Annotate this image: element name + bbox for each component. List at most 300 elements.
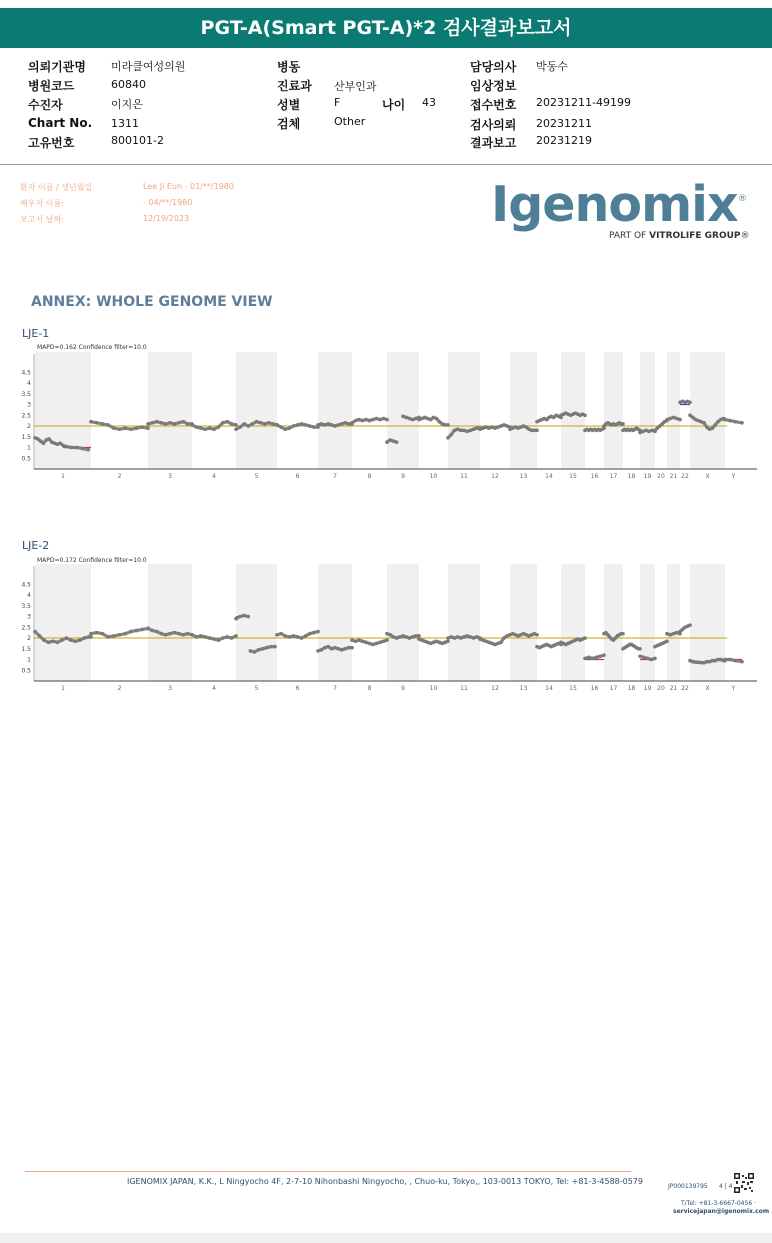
y-tick-label: 3.5 xyxy=(21,390,31,398)
y-tick-label: 0.5 xyxy=(21,455,31,463)
x-tick-label: 14 xyxy=(545,473,553,480)
chromosome-band xyxy=(510,564,537,681)
data-point xyxy=(190,633,194,637)
y-tick-label: 1.5 xyxy=(21,645,31,653)
partner-name-label: 배우자 이름: xyxy=(20,199,64,208)
data-point xyxy=(350,638,354,642)
header-divider xyxy=(0,164,772,165)
x-tick-label: 5 xyxy=(254,685,259,692)
data-point xyxy=(238,425,242,429)
data-point xyxy=(602,653,606,657)
data-point xyxy=(151,421,155,425)
data-point xyxy=(711,426,715,430)
field-value-chart-no: 1311 xyxy=(111,117,139,130)
field-label-chart-no: Chart No. xyxy=(28,116,93,130)
data-point xyxy=(665,418,669,422)
x-tick-label: X xyxy=(705,473,710,480)
data-point xyxy=(199,634,203,638)
data-point xyxy=(112,426,116,430)
data-point xyxy=(472,427,476,431)
data-point xyxy=(375,417,379,421)
data-point xyxy=(653,657,657,661)
x-tick-label: 7 xyxy=(333,685,337,692)
x-tick-label: 11 xyxy=(460,685,468,692)
data-point xyxy=(456,635,460,639)
data-point xyxy=(70,446,74,450)
x-tick-label: 21 xyxy=(669,685,678,692)
y-tick-label: 1 xyxy=(27,444,31,452)
data-point xyxy=(283,634,287,638)
qr-code-icon xyxy=(734,1173,754,1193)
data-point xyxy=(247,615,251,619)
data-point xyxy=(672,632,676,636)
data-point xyxy=(242,422,246,426)
data-point xyxy=(672,416,676,420)
data-point xyxy=(337,423,341,427)
data-point xyxy=(212,427,216,431)
data-point xyxy=(465,430,469,434)
data-point xyxy=(535,429,539,433)
x-tick-label: 10 xyxy=(429,473,438,480)
y-tick-label: 0.5 xyxy=(21,667,31,675)
data-point xyxy=(395,636,399,640)
data-point xyxy=(469,429,473,433)
data-point xyxy=(583,636,587,640)
data-point xyxy=(462,429,466,433)
data-point xyxy=(217,638,221,642)
data-point xyxy=(740,660,744,664)
data-point xyxy=(320,648,324,652)
data-point xyxy=(378,641,382,645)
x-tick-label: 22 xyxy=(681,473,689,480)
data-point xyxy=(300,636,304,640)
logo-tagline-suffix: ® xyxy=(740,231,750,241)
logo-wordmark: Igenomix xyxy=(491,176,738,233)
data-point xyxy=(263,422,267,426)
patient-name-value: Lee Ji Eun - 01/**/1980 xyxy=(143,182,234,191)
data-point xyxy=(279,425,283,429)
data-point xyxy=(186,422,190,426)
x-tick-label: 11 xyxy=(460,473,468,480)
data-point xyxy=(273,645,277,649)
data-point xyxy=(678,418,682,422)
chromosome-band xyxy=(236,564,277,681)
x-tick-label: 12 xyxy=(491,473,499,480)
data-point xyxy=(591,657,595,661)
x-tick-label: 16 xyxy=(590,473,599,480)
field-value-request-date: 20231211 xyxy=(536,117,592,130)
data-point xyxy=(304,423,308,427)
data-point xyxy=(502,636,506,640)
data-point xyxy=(47,641,51,645)
field-label-request-date: 검사의뢰 xyxy=(470,118,517,132)
data-point xyxy=(69,638,73,642)
data-point xyxy=(385,632,389,636)
data-point xyxy=(82,636,86,640)
data-point xyxy=(723,658,727,662)
data-point xyxy=(408,636,412,640)
footer-reference: JP000139795 xyxy=(668,1183,708,1190)
field-value-physician: 박동수 xyxy=(536,60,568,73)
data-point xyxy=(101,632,105,636)
chromosome-band xyxy=(640,564,655,681)
data-point xyxy=(164,633,168,637)
data-point xyxy=(395,440,399,444)
data-point xyxy=(267,421,271,425)
partner-name-value: - 04/**/1980 xyxy=(143,198,193,207)
x-tick-label: 3 xyxy=(168,473,172,480)
data-point xyxy=(357,418,361,422)
field-value-institution: 미라클여성의원 xyxy=(111,60,186,73)
data-point xyxy=(225,635,229,639)
data-point xyxy=(181,420,185,424)
data-point xyxy=(340,648,344,652)
data-point xyxy=(446,423,450,427)
data-point xyxy=(271,422,275,426)
data-point xyxy=(598,654,602,658)
data-point xyxy=(242,614,246,618)
data-point xyxy=(312,631,316,635)
mapd-text-lje-2: MAPD=0.172 Confidence filter=10.0 xyxy=(37,557,147,564)
chromosome-band xyxy=(667,352,680,469)
x-tick-label: 13 xyxy=(519,473,528,480)
data-point xyxy=(354,639,358,643)
data-point xyxy=(42,441,46,445)
footer-divider xyxy=(25,1171,631,1172)
x-tick-label: 6 xyxy=(295,685,300,692)
y-tick-label: 2.5 xyxy=(21,412,31,420)
data-point xyxy=(388,438,392,442)
data-point xyxy=(323,646,327,650)
data-point xyxy=(78,638,82,642)
x-tick-label: 15 xyxy=(569,685,577,692)
data-point xyxy=(155,630,159,634)
field-value-hospital-code: 60840 xyxy=(111,78,146,91)
footer-page-number: 4 | 4 xyxy=(719,1183,733,1190)
data-point xyxy=(446,639,450,643)
x-tick-label: 8 xyxy=(367,685,372,692)
data-point xyxy=(129,427,133,431)
report-date-label: 보고서 날짜: xyxy=(20,215,64,224)
chromosome-band xyxy=(318,564,352,681)
data-point xyxy=(733,659,737,663)
data-point xyxy=(347,646,351,650)
data-point xyxy=(354,419,358,423)
x-tick-label: 12 xyxy=(491,685,499,692)
data-point xyxy=(456,427,460,431)
data-point xyxy=(129,630,133,634)
data-point xyxy=(33,630,37,634)
chromosome-band xyxy=(318,352,352,469)
data-point xyxy=(340,422,344,426)
x-tick-label: 19 xyxy=(643,473,652,480)
data-point xyxy=(668,633,672,637)
data-point xyxy=(234,634,238,638)
data-point xyxy=(203,427,207,431)
data-point xyxy=(123,632,127,636)
data-point xyxy=(398,635,402,639)
x-tick-label: 18 xyxy=(627,685,636,692)
data-point xyxy=(323,423,327,427)
data-point xyxy=(146,426,150,430)
data-point xyxy=(621,422,625,426)
data-point xyxy=(251,422,255,426)
data-point xyxy=(453,429,457,433)
data-point xyxy=(159,421,163,425)
x-tick-label: 16 xyxy=(590,685,599,692)
report-date-value: 12/19/2023 xyxy=(143,214,190,223)
x-tick-label: 5 xyxy=(254,473,259,480)
data-point xyxy=(417,634,421,638)
chromosome-band xyxy=(35,564,91,681)
data-point xyxy=(95,421,99,425)
data-point xyxy=(141,425,145,429)
field-label-patient: 수진자 xyxy=(28,98,63,112)
data-point xyxy=(385,638,389,642)
data-point xyxy=(469,635,473,639)
data-point xyxy=(288,635,292,639)
data-point xyxy=(261,647,265,651)
data-point xyxy=(665,632,669,636)
chromosome-band xyxy=(35,352,91,469)
data-point xyxy=(364,418,368,422)
data-point xyxy=(385,418,389,422)
x-tick-label: 8 xyxy=(367,473,372,480)
field-value-specimen: Other xyxy=(334,115,366,128)
data-point xyxy=(51,639,55,643)
data-point xyxy=(65,636,69,640)
data-point xyxy=(404,416,408,420)
data-point xyxy=(177,632,181,636)
logo-registered-mark: ® xyxy=(738,194,747,204)
data-point xyxy=(135,426,139,430)
data-point xyxy=(688,623,692,627)
data-point xyxy=(225,420,229,424)
data-point xyxy=(234,617,238,621)
data-point xyxy=(401,634,405,638)
data-point xyxy=(195,425,199,429)
data-point xyxy=(675,417,679,421)
data-point xyxy=(371,418,375,422)
data-point xyxy=(38,634,42,638)
data-point xyxy=(168,632,172,636)
x-tick-label: 19 xyxy=(643,685,652,692)
data-point xyxy=(81,447,85,451)
data-point xyxy=(269,645,273,649)
data-point xyxy=(265,646,269,650)
data-point xyxy=(151,629,155,633)
data-point xyxy=(106,423,110,427)
x-tick-label: 2 xyxy=(117,685,122,692)
data-point xyxy=(665,639,669,643)
x-tick-label: 1 xyxy=(61,685,65,692)
field-value-unique-id: 800101-2 xyxy=(111,134,164,147)
data-point xyxy=(316,649,320,653)
data-point xyxy=(164,422,168,426)
chromosome-band xyxy=(448,564,480,681)
data-point xyxy=(238,615,242,619)
data-point xyxy=(361,639,365,643)
x-tick-label: 20 xyxy=(657,473,665,480)
data-point xyxy=(429,418,433,422)
data-point xyxy=(60,638,64,642)
data-point xyxy=(283,427,287,431)
data-point xyxy=(649,658,653,662)
data-point xyxy=(688,401,692,405)
field-label-clinical-info: 임상정보 xyxy=(470,79,517,93)
chromosome-band xyxy=(690,352,725,469)
data-point xyxy=(740,421,744,425)
chromosome-band xyxy=(510,352,537,469)
y-tick-label: 1.5 xyxy=(21,433,31,441)
data-point xyxy=(723,418,727,422)
field-value-patient: 이지은 xyxy=(111,98,143,111)
y-tick-label: 2 xyxy=(27,423,31,431)
data-point xyxy=(414,417,418,421)
x-tick-label: Y xyxy=(731,685,736,692)
data-point xyxy=(459,429,463,433)
data-point xyxy=(368,642,372,646)
field-label-institution: 의뢰기관명 xyxy=(28,60,86,74)
data-point xyxy=(249,649,253,653)
chromosome-band xyxy=(236,352,277,469)
y-tick-label: 4.5 xyxy=(21,581,31,589)
x-tick-label: 10 xyxy=(429,685,438,692)
x-tick-label: 9 xyxy=(401,473,405,480)
data-point xyxy=(173,631,177,635)
x-tick-label: 22 xyxy=(681,685,689,692)
genome-view-chart-lje-2 xyxy=(0,564,772,694)
data-point xyxy=(221,636,225,640)
x-tick-label: 6 xyxy=(295,473,300,480)
data-point xyxy=(404,635,408,639)
annex-title: ANNEX: WHOLE GENOME VIEW xyxy=(31,294,273,310)
field-label-unique-id: 고유번호 xyxy=(28,136,75,150)
data-point xyxy=(333,646,337,650)
sample-label-lje-2: LJE-2 xyxy=(22,539,50,552)
data-point xyxy=(361,419,365,423)
chromosome-band xyxy=(561,352,585,469)
data-point xyxy=(292,424,296,428)
data-point xyxy=(275,633,279,637)
field-label-hospital-code: 병원코드 xyxy=(28,79,75,93)
data-point xyxy=(212,637,216,641)
x-tick-label: 9 xyxy=(401,685,405,692)
data-point xyxy=(587,656,591,660)
x-tick-label: 17 xyxy=(609,685,618,692)
data-point xyxy=(146,422,150,426)
chromosome-band xyxy=(148,564,192,681)
sample-label-lje-1: LJE-1 xyxy=(22,327,50,340)
data-point xyxy=(155,420,159,424)
x-tick-label: 7 xyxy=(333,473,337,480)
data-point xyxy=(435,417,439,421)
data-point xyxy=(217,425,221,429)
y-tick-label: 1 xyxy=(27,656,31,664)
data-point xyxy=(382,417,386,421)
x-tick-label: 1 xyxy=(61,473,65,480)
field-label-ward: 병동 xyxy=(277,60,301,74)
data-point xyxy=(446,636,450,640)
data-point xyxy=(357,638,361,642)
field-value-report-date: 20231219 xyxy=(536,134,592,147)
data-point xyxy=(292,634,296,638)
data-point xyxy=(247,424,251,428)
data-point xyxy=(186,632,190,636)
data-point xyxy=(141,628,145,632)
footer-email: servicejapan@igenomix.com xyxy=(673,1208,770,1215)
x-tick-label: 13 xyxy=(519,685,528,692)
chromosome-band xyxy=(561,564,585,681)
data-point xyxy=(106,635,110,639)
data-point xyxy=(343,421,347,425)
data-point xyxy=(459,636,463,640)
x-tick-label: X xyxy=(705,685,710,692)
data-point xyxy=(713,423,717,427)
data-point xyxy=(123,426,127,430)
data-point xyxy=(300,422,304,426)
data-point xyxy=(642,656,646,660)
data-point xyxy=(326,645,330,649)
y-tick-label: 2 xyxy=(27,635,31,643)
data-point xyxy=(199,426,203,430)
genome-view-chart-lje-1 xyxy=(0,352,772,482)
data-point xyxy=(378,418,382,422)
data-point xyxy=(275,423,279,427)
data-point xyxy=(535,633,539,637)
data-point xyxy=(350,646,354,650)
data-point xyxy=(47,437,51,441)
data-point xyxy=(296,423,300,427)
data-point xyxy=(288,426,292,430)
data-point xyxy=(337,647,341,651)
data-point xyxy=(118,427,122,431)
chromosome-band xyxy=(387,564,419,681)
data-point xyxy=(702,421,706,425)
chromosome-band xyxy=(448,352,480,469)
y-tick-label: 4 xyxy=(27,592,31,600)
data-point xyxy=(408,417,412,421)
chromosome-band xyxy=(640,352,655,469)
y-tick-label: 3.5 xyxy=(21,602,31,610)
data-point xyxy=(208,636,212,640)
data-point xyxy=(42,638,46,642)
data-point xyxy=(75,446,79,450)
data-point xyxy=(112,634,116,638)
data-point xyxy=(638,654,642,658)
data-point xyxy=(453,636,457,640)
data-point xyxy=(414,634,418,638)
data-point xyxy=(159,632,163,636)
data-point xyxy=(583,413,587,417)
data-point xyxy=(89,632,93,636)
data-point xyxy=(234,427,238,431)
data-point xyxy=(257,648,261,652)
data-point xyxy=(89,635,93,639)
data-point xyxy=(675,631,679,635)
data-point xyxy=(56,641,60,645)
data-point xyxy=(333,424,337,428)
data-point xyxy=(438,420,442,424)
data-point xyxy=(621,632,625,636)
data-point xyxy=(308,632,312,636)
data-point xyxy=(638,647,642,651)
data-point xyxy=(347,422,351,426)
chromosome-band xyxy=(667,564,680,681)
data-point xyxy=(583,657,587,661)
data-point xyxy=(411,418,415,422)
data-point xyxy=(135,629,139,633)
